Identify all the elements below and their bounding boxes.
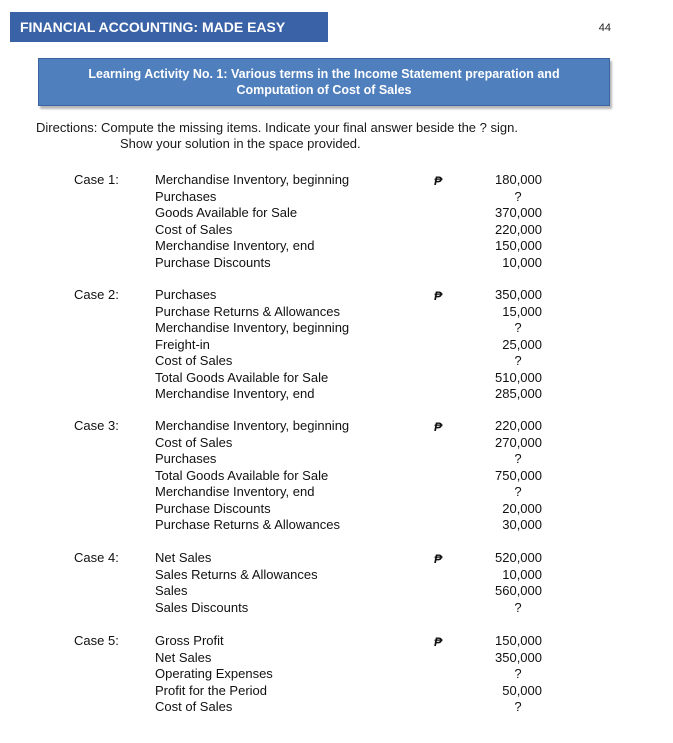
- item-name: Purchase Discounts: [155, 254, 271, 270]
- item-value: 150,000: [495, 238, 542, 253]
- peso-sign-icon: ₱: [434, 552, 443, 566]
- item-name: Merchandise Inventory, end: [155, 238, 315, 253]
- item-name: Net Sales: [155, 649, 212, 665]
- page-number: 44: [598, 22, 611, 34]
- case-values: [470, 418, 542, 534]
- case-label: Case 5:: [74, 633, 119, 648]
- case-label: Case 4:: [74, 550, 119, 565]
- peso-sign-icon: ₱: [434, 289, 443, 303]
- item-value: 270,000: [495, 434, 542, 450]
- item-name: Total Goods Available for Sale: [155, 467, 329, 483]
- item-value: 180,000: [495, 172, 542, 187]
- missing-value: ?: [514, 188, 522, 204]
- item-value: 15,000: [502, 303, 542, 319]
- item-name: Purchases: [155, 287, 217, 302]
- item-name: Profit for the Period: [155, 682, 267, 698]
- item-name: Merchandise Inventory, beginning: [155, 172, 350, 187]
- item-value: 510,000: [495, 369, 542, 385]
- item-value: 10,000: [502, 566, 542, 582]
- case-values: [470, 550, 542, 616]
- case-items: [155, 418, 349, 534]
- item-value: 220,000: [495, 418, 542, 433]
- case-items: [155, 633, 273, 716]
- item-name: Purchase Returns & Allowances: [155, 303, 340, 319]
- item-name: Cost of Sales: [155, 221, 233, 237]
- case-items: [155, 550, 318, 616]
- missing-value: ?: [514, 451, 522, 466]
- item-value: 30,000: [502, 517, 542, 532]
- item-name: Cost of Sales: [155, 434, 233, 450]
- case-label: Case 2:: [74, 287, 119, 302]
- missing-value: ?: [514, 599, 522, 615]
- item-name: Merchandise Inventory, end: [155, 484, 315, 499]
- item-name: Purchases: [155, 451, 217, 466]
- item-value: 10,000: [502, 254, 542, 270]
- item-name: Total Goods Available for Sale: [155, 369, 329, 385]
- case-values: [470, 287, 542, 403]
- item-value: 560,000: [495, 583, 542, 598]
- item-name: Purchases: [155, 188, 217, 204]
- case-values: [470, 172, 542, 271]
- item-name: Sales: [155, 583, 188, 598]
- peso-sign-icon: ₱: [434, 635, 443, 649]
- item-name: Merchandise Inventory, beginning: [155, 320, 350, 335]
- item-name: Freight-in: [155, 336, 210, 352]
- item-name: Cost of Sales: [155, 353, 233, 368]
- item-name: Operating Expenses: [155, 666, 273, 681]
- missing-value: ?: [514, 666, 522, 681]
- activity-title-line-1: Learning Activity No. 1: Various terms in the Income Statement preparation and: [88, 67, 560, 81]
- activity-title-line-2: Computation of Cost of Sales: [236, 83, 412, 97]
- directions-line-2: Show your solution in the space provided.: [120, 136, 361, 151]
- item-value: 20,000: [502, 500, 542, 516]
- item-name: Net Sales: [155, 550, 212, 565]
- item-name: Cost of Sales: [155, 699, 233, 714]
- item-value: 750,000: [495, 467, 542, 483]
- directions-line-1: Directions: Compute the missing items. Indicate your final answer beside the ? sign.: [36, 120, 518, 135]
- case-label: Case 1:: [74, 172, 119, 187]
- item-value: 285,000: [495, 386, 542, 401]
- case-values: [470, 633, 542, 716]
- item-name: Goods Available for Sale: [155, 205, 298, 220]
- activity-title-box: [38, 58, 610, 106]
- item-value: 350,000: [495, 287, 542, 302]
- item-value: 520,000: [495, 550, 542, 565]
- item-value: 25,000: [502, 336, 542, 352]
- item-name: Purchase Discounts: [155, 500, 271, 516]
- item-name: Sales Discounts: [155, 599, 249, 615]
- missing-value: ?: [514, 353, 522, 368]
- item-value: 350,000: [495, 649, 542, 665]
- missing-value: ?: [514, 320, 522, 335]
- directions: [36, 120, 606, 152]
- case-label: Case 3:: [74, 418, 119, 433]
- missing-value: ?: [514, 699, 522, 714]
- item-value: 50,000: [502, 682, 542, 698]
- peso-sign-icon: ₱: [434, 420, 443, 434]
- item-name: Purchase Returns & Allowances: [155, 517, 340, 532]
- peso-sign-icon: ₱: [434, 174, 443, 188]
- missing-value: ?: [514, 484, 522, 499]
- case-items: [155, 172, 349, 271]
- item-name: Sales Returns & Allowances: [155, 566, 318, 582]
- case-items: [155, 287, 349, 403]
- item-value: 150,000: [495, 633, 542, 648]
- item-name: Merchandise Inventory, beginning: [155, 418, 350, 433]
- item-value: 370,000: [495, 205, 542, 220]
- item-name: Merchandise Inventory, end: [155, 386, 315, 401]
- item-name: Gross Profit: [155, 633, 224, 648]
- document-header-title: FINANCIAL ACCOUNTING: MADE EASY: [10, 12, 328, 42]
- item-value: 220,000: [495, 221, 542, 237]
